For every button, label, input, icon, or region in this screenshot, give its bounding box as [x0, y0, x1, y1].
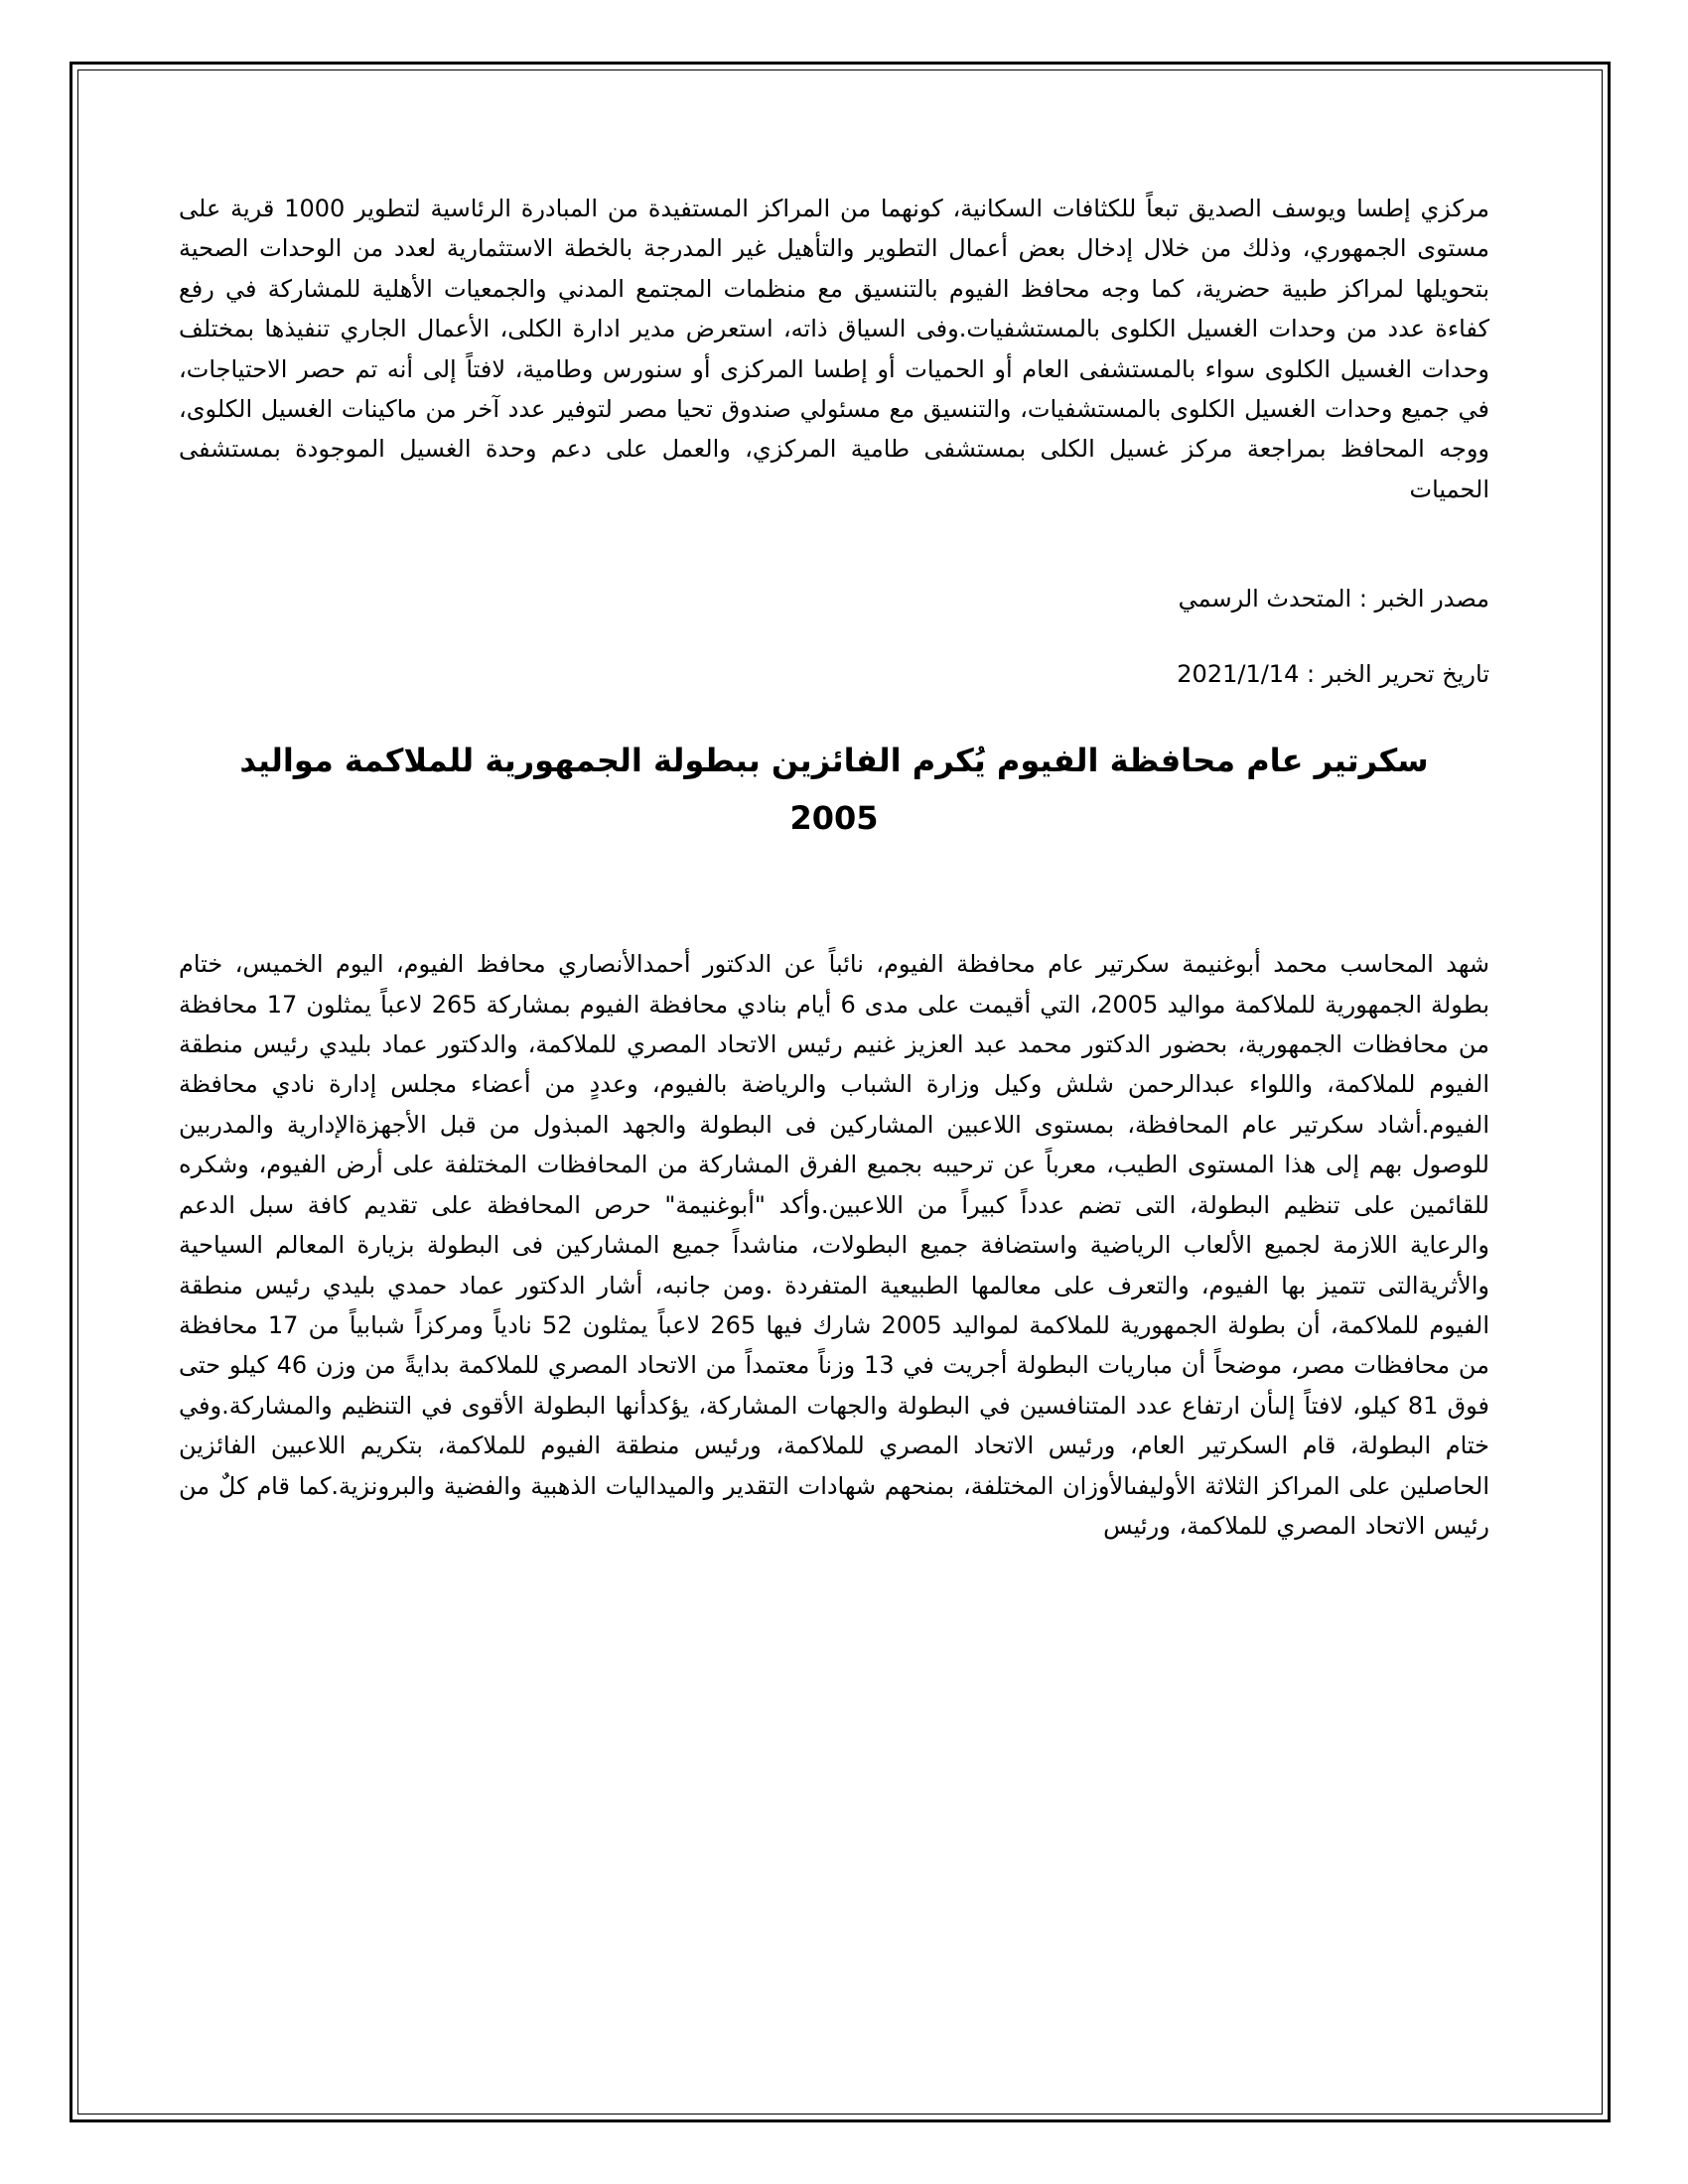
headline-line-2: 2005	[789, 799, 879, 838]
article-top-paragraph: مركزي إطسا ويوسف الصديق تبعاً للكثافات السكانية، كونهما من المراكز المستفيدة من المبادرة الرئاسية لتطوير 1000 قرية على مستوى الجمهوري، وذلك من خلال إدخال بعض أعمال التطوير والتأهيل غير المدرجة بالخطة الاستثمارية لعدد من الوحدات الصحية بتحويلها لمراكز طبية حضرية، كما وجه محافظ الفيوم بالتنسيق مع منظمات المجتمع المدني والجمعيات الأهلية للمشاركة في رفع كفاءة عدد من وحدات الغسيل الكلوى بالمستشفيات.وفى السياق ذاته، استعرض مدير ادارة الكلى، الأعمال الجاري تنفيذها بمختلف وحدات الغسيل الكلوى سواء بالمستشفى العام أو الحميات أو إطسا المركزى أو سنورس وطامية، لافتاً إلى أنه تم حصر الاحتياجات، في جميع وحدات الغسيل الكلوى بالمستشفيات، والتنسيق مع مسئولي صندوق تحيا مصر لتوفير عدد آخر من ماكينات الغسيل الكلوى، ووجه المحافظ بمراجعة مركز غسيل الكلى بمستشفى طامية المركزي، والعمل على دعم وحدة الغسيل الموجودة بمستشفى الحميات	[179, 195, 1489, 503]
document-content	[179, 189, 1489, 1546]
news-date: تاريخ تحرير الخبر : 2021/1/14	[1177, 660, 1489, 689]
article-body-paragraph: شهد المحاسب محمد أبوغنيمة سكرتير عام محافظة الفيوم، نائباً عن الدكتور أحمدالأنصاري محافظ الفيوم، اليوم الخميس، ختام بطولة الجمهورية للملاكمة مواليد 2005، التي أقيمت على مدى 6 أيام بنادي محافظة الفيوم بمشاركة 265 لاعباً يمثلون 17 محافظة من محافظات الجمهورية، بحضور الدكتور محمد عبد العزيز غنيم رئيس الاتحاد المصري للملاكمة، والدكتور عماد بليدي رئيس منطقة الفيوم للملاكمة، واللواء عبدالرحمن شلش وكيل وزارة الشباب والرياضة بالفيوم، وعددٍ من أعضاء مجلس إدارة نادي محافظة الفيوم.أشاد سكرتير عام المحافظة، بمستوى اللاعبين المشاركين فى البطولة والجهد المبذول من قبل الأجهزةالإدارية والمدربين للوصول بهم إلى هذا المستوى الطيب، معرباً عن ترحيبه بجميع الفرق المشاركة من المحافظات المختلفة على أرض الفيوم، وشكره للقائمين على تنظيم البطولة، التى تضم عدداً كبيراً من اللاعبين.وأكد "أبوغنيمة" حرص المحافظة على تقديم كافة سبل الدعم والرعاية اللازمة لجميع الألعاب الرياضية واستضافة جميع البطولات، مناشداً جميع المشاركين فى البطولة بزيارة المعالم السياحية والأثريةالتى تتميز بها الفيوم، والتعرف على معالمها الطبيعية المتفردة .ومن جانبه، أشار الدكتور عماد حمدي بليدي رئيس منطقة الفيوم للملاكمة، أن بطولة الجمهورية للملاكمة لمواليد 2005 شارك فيها 265 لاعباً يمثلون 52 نادياً ومركزاً شبابياً من 17 محافظة من محافظات مصر، موضحاً أن مباريات البطولة أجريت في 13 وزناً معتمداً من الاتحاد المصري للملاكمة بدايةً من وزن 46 كيلو حتى فوق 81 كيلو، لافتاً إلىأن ارتفاع عدد المتنافسين في البطولة والجهات المشاركة، يؤكدأنها البطولة الأقوى في التنظيم والمشاركة.وفي ختام البطولة، قام السكرتير العام، ورئيس الاتحاد المصري للملاكمة، ورئيس منطقة الفيوم للملاكمة، بتكريم اللاعبين الفائزين الحاصلين على المراكز الثلاثة الأوليفىالأوزان المختلفة، بمنحهم شهادات التقدير والميداليات الذهبية والفضية والبرونزية.كما قام كلٌ من رئيس الاتحاد المصري للملاكمة، ورئيس	[179, 950, 1490, 1540]
news-source: مصدر الخبر : المتحدث الرسمي	[1178, 585, 1489, 614]
headline-line-1: سكرتير عام محافظة الفيوم يُكرم الفائزين ببطولة الجمهورية للملاكمة مواليد	[239, 742, 1429, 780]
article-headline	[179, 732, 1489, 847]
